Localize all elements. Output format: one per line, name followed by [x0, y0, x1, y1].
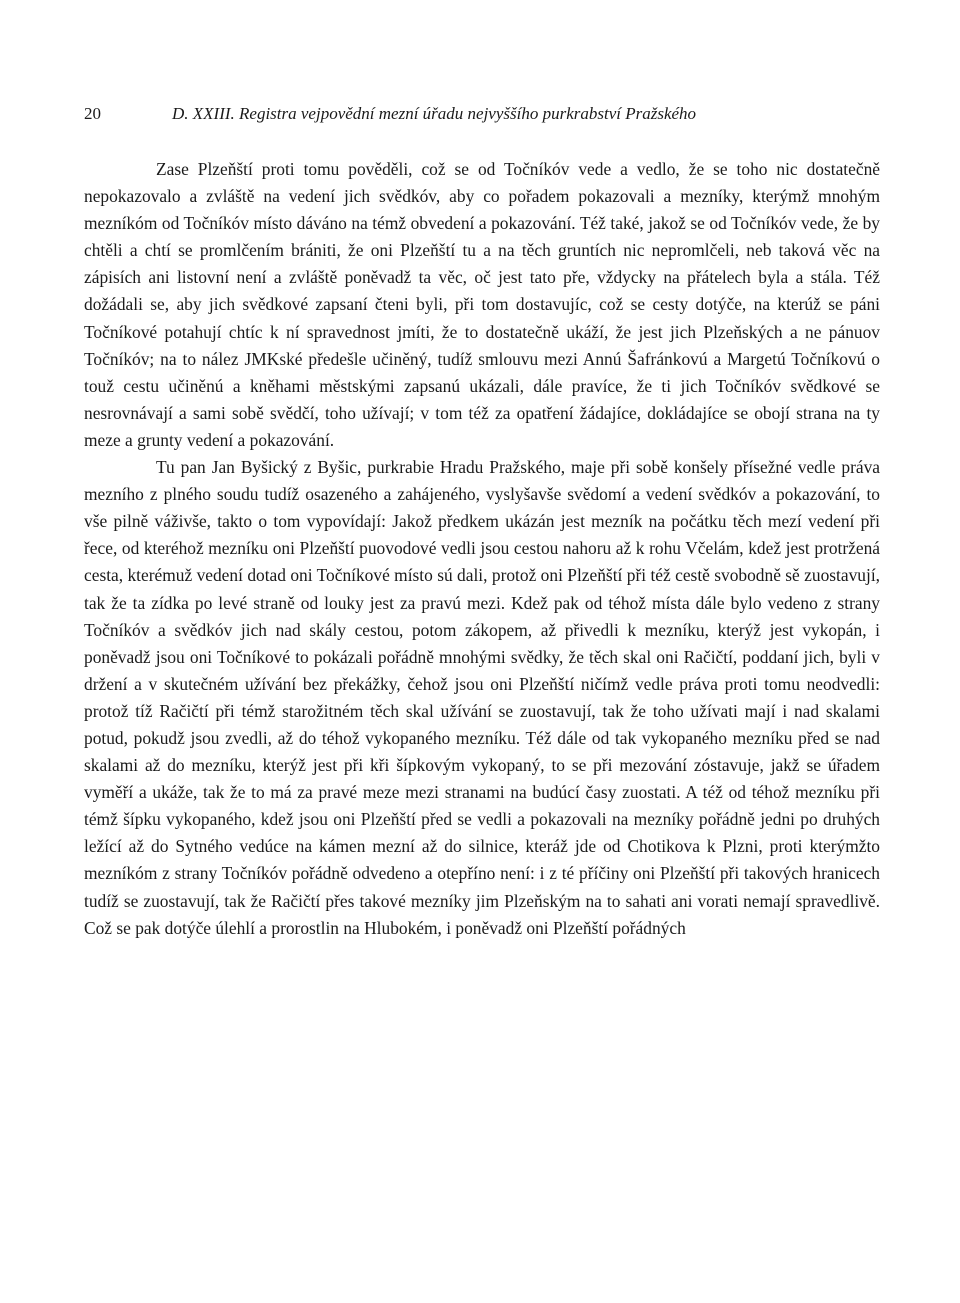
document-page	[84, 104, 880, 942]
running-head-title: D. XXIII. Registra vejpovědní mezní úřadu nejvyššího purkrabství Pražského	[172, 104, 697, 123]
running-head	[84, 104, 880, 138]
paragraph: Tu pan Jan Byšický z Byšic, purkrabie Hradu Pražského, maje při sobě konšely přísežné vedle práva mezního z plného soudu tudíž osazeného a zahájeného, vyslyšavše svědomí a vedení svědkóv a pokazování, to vše pilně váživše, takto o tom vypovídají: Jakož předkem ukázán jest mezník na počátku těch mezí vedení při řece, od kteréhož mezníku oni Plzeňští puovodové vedli jsou cestou nahoru až k rohu Včelám, kdež jest protržená cesta, kterémuž vedení dotad oni Točníkové místo sú dali, protož oni Plzeňští při též cestě svobodně sě zuostavují, tak že ta zídka po levé straně od louky jest za pravú mezi. Kdež pak od téhož místa dále bylo vedeno z strany Točníkóv a svědkóv jich nad skály cestou, potom zákopem, až přivedli k mezníku, kterýž jest vykopán, i poněvadž jsou oni Točníkové to pokázali pořádně mnohými svědky, že těch skal oni Račičtí, poddaní jich, byli v držení a v skutečném užívání bez překážky, čehož jsou oni Plzeňští ničímž vedle práva proti tomu neodvedli: protož tíž Račičtí při témž starožitném těch skal užívání se zuostavují, tak že toho užívati mají i nad skalami potud, pokudž jsou zvedli, až do téhož vykopaného mezníku. Též dále od tak vykopaného mezníku před se nad skalami až do mezníku, kterýž jest při kři šípkovým vykopaný, to se při mezování zóstavuje, jakž se úřadem vyměří a ukáže, tak že to má za pravé meze mezi stranami na budúcí časy zuostati. A též od téhož mezníku při témž šípku vykopaného, kdež jsou oni Plzeňští před se vedli a pokazovali na mezníky pořádně jedni po druhých ležící až do Sytného vedúce na kámen mezní až do silnice, kteráž jde od Chotikova k Plzni, proti kterýmžto mezníkóm z strany Točníkóv pořádně odvedeno a otepříno není: i z té příčiny oni Plzeňští při takových hranicech tudíž se zuostavují, tak že Račičtí přes takové mezníky jim Plzeňským na to sahati ani vorati nemají spravedlivě. Což se pak dotýče úlehlí a prorostlin na Hlubokém, i poněvadž oni Plzeňští pořádných	[84, 457, 880, 938]
paragraph: Zase Plzeňští proti tomu pověděli, což se od Točníkóv vede a vedlo, že se toho nic dostatečně nepokazovalo a zvláště na vedení jich svědkóv, aby co pořadem pokazovali a mezníky, kterýmž mnohým mezníkóm od Točníkóv místo dáváno na témž obvedení a pokazování. Též také, jakož se od Točníkóv vede, že by chtěli a chtí se promlčením brániti, že oni Plzeňští tu a na těch gruntích nic nepromlčeli, neb taková věc na zápisích ani listovní není a zvláště poněvadž ta věc, oč jest tato pře, vždycky na přátelech byla a stála. Též dožádali se, aby jich svědkové zapsaní čteni byli, při tom dostavujíc, což se cesty dotýče, na kterúž se páni Točníkové potahují chtíc k ní spravednost jmíti, že to dostatečně ukáží, že jest jich Plzeňských a ne pánuov Točníkóv; na to nález JMKské předešle učiněný, tudíž smlouvu mezi Annú Šafránkovú a Margetú Točníkovú o touž cestu učiněnú a kněhami městskými zapsanú ukázali, dále pravíce, že ti jich Točníkóv svědkové se nesrovnávají a sami sobě svědčí, toho užívají; v tom též za opatření žádajíce, dokládajíce se obojí strana na ty meze a grunty vedení a pokazování.	[84, 159, 880, 450]
body-text	[84, 156, 880, 942]
page-number: 20	[84, 104, 101, 123]
